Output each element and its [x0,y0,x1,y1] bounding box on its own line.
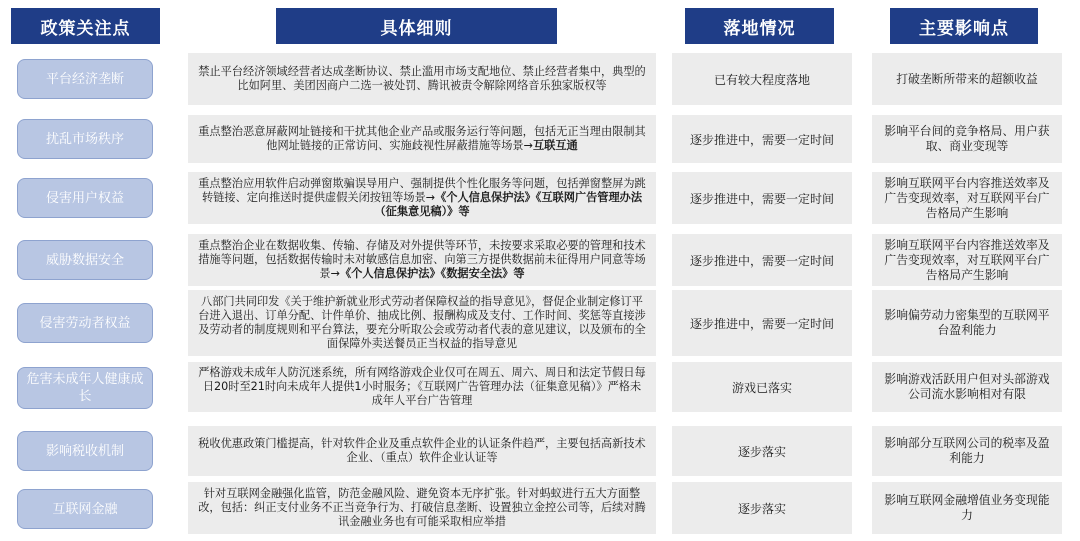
detail-plain-text: 税收优惠政策门槛提高，针对软件企业及重点软件企业的认证条件趋严，主要包括高新技术企业、（重点）软件企业认证等 [198,437,646,464]
detail-emphasis-text: 互联互通 [532,139,578,152]
detail-tail-text: 等 [513,267,525,280]
impact-cell-3: 影响互联网平台内容推送效率及广告变现效率，对互联网平台广告格局产生影响 [872,172,1062,224]
policy-label-5: 侵害劳动者权益 [17,303,153,343]
status-cell-2: 逐步推进中，需要一定时间 [672,115,852,163]
status-cell-4: 逐步推进中，需要一定时间 [672,234,852,286]
impact-cell-7: 影响部分互联网公司的税率及盈利能力 [872,426,1062,476]
detail-text [198,65,646,93]
detail-plain-text: 重点整治应用软件启动弹窗欺骗误导用户、强制提供个性化服务等问题，包括弹窗整屏为跳转链接、定向推送时提供虚假关闭按钮等场景→ [198,177,646,204]
policy-label-4: 威胁数据安全 [17,240,153,280]
detail-text [198,366,646,408]
detail-text [198,125,646,153]
detail-cell-8 [188,482,656,534]
header-impact: 主要影响点 [890,8,1038,44]
detail-text [198,239,646,281]
status-cell-1: 已有较大程度落地 [672,53,852,105]
detail-cell-3 [188,172,656,224]
detail-cell-2 [188,115,656,163]
header-detail: 具体细则 [276,8,557,44]
detail-plain-text: 严格游戏未成年人防沉迷系统，所有网络游戏企业仅可在周五、周六、周日和法定节假日每日20时至21时向未成年人提供1小时服务；《互联网广告管理办法（征集意见稿）》严格未成年人平台广告管理 [198,366,646,407]
impact-cell-1: 打破垄断所带来的超额收益 [872,53,1062,105]
detail-text [198,487,646,529]
detail-cell-4 [188,234,656,286]
detail-text [198,295,646,351]
detail-emphasis-text: 《个人信息保护法》《数据安全法》 [339,267,514,280]
status-cell-5: 逐步推进中，需要一定时间 [672,290,852,356]
detail-text [198,437,646,465]
detail-plain-text: 重点整治企业在数据收集、传输、存储及对外提供等环节，未按要求采取必要的管理和技术措施等问题，包括数据传输时未对敏感信息加密、向第三方提供数据前未征得用户同意等场景→ [198,239,646,280]
header-status: 落地情况 [685,8,834,44]
detail-cell-7 [188,426,656,476]
policy-label-7: 影响税收机制 [17,431,153,471]
detail-plain-text: 针对互联网金融强化监管，防范金融风险、避免资本无序扩张。针对蚂蚁进行五大方面整改，包括：纠正支付业务不正当竞争行为、打破信息垄断、设置独立金控公司等，后续对腾讯金融业务也有可能采取相应举措 [198,487,646,528]
impact-cell-8: 影响互联网金融增值业务变现能力 [872,482,1062,534]
impact-cell-5: 影响偏劳动力密集型的互联网平台盈利能力 [872,290,1062,356]
status-cell-8: 逐步落实 [672,482,852,534]
detail-cell-5 [188,290,656,356]
status-cell-3: 逐步推进中，需要一定时间 [672,172,852,224]
policy-label-6: 危害未成年人健康成长 [17,367,153,409]
policy-label-8: 互联网金融 [17,489,153,529]
policy-label-2: 扰乱市场秩序 [17,119,153,159]
detail-cell-6 [188,362,656,412]
detail-tail-text: 等 [458,205,470,218]
impact-cell-2: 影响平台间的竞争格局、用户获取、商业变现等 [872,115,1062,163]
detail-cell-1 [188,53,656,105]
detail-plain-text: 八部门共同印发《关于维护新就业形式劳动者保障权益的指导意见》，督促企业制定修订平台进入退出、订单分配、计件单价、抽成比例、报酬构成及支付、工作时间、奖惩等直接涉及劳动者的制度规则和平台算法，要充分听取公会或劳动者代表的意见建议，以及颁布的全面保障外卖送餐员正当权益的指导意见 [198,295,646,350]
status-cell-6: 游戏已落实 [672,362,852,412]
detail-plain-text: 禁止平台经济领域经营者达成垄断协议、禁止滥用市场支配地位、禁止经营者集中，典型的比如阿里、美团因商户二选一被处罚、腾讯被责令解除网络音乐独家版权等 [198,65,646,92]
detail-emphasis-text: 《个人信息保护法》《互联网广告管理办法（征集意见稿）》 [374,191,643,218]
impact-cell-6: 影响游戏活跃用户但对头部游戏公司流水影响相对有限 [872,362,1062,412]
header-policy: 政策关注点 [11,8,160,44]
policy-label-1: 平台经济垄断 [17,59,153,99]
policy-label-3: 侵害用户权益 [17,178,153,218]
detail-text [198,177,646,219]
status-cell-7: 逐步落实 [672,426,852,476]
detail-plain-text: 重点整治恶意屏蔽网址链接和干扰其他企业产品或服务运行等问题，包括无正当理由限制其他网址链接的正常访问、实施歧视性屏蔽措施等场景→ [198,125,646,152]
impact-cell-4: 影响互联网平台内容推送效率及广告变现效率，对互联网平台广告格局产生影响 [872,234,1062,286]
